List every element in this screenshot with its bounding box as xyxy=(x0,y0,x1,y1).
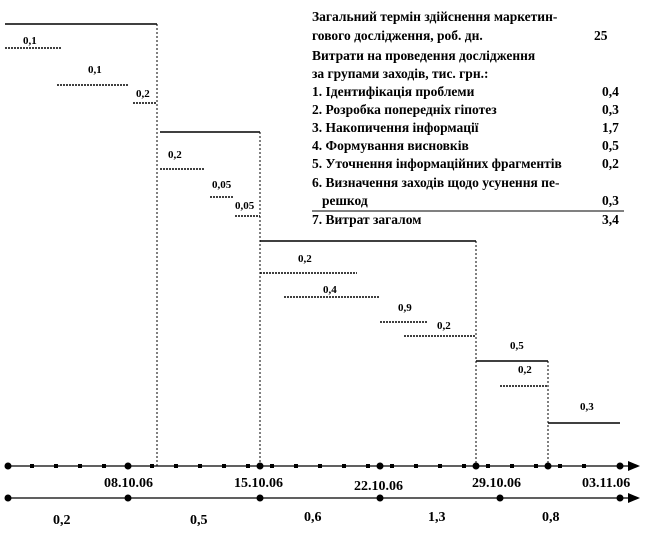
milestone-dot xyxy=(617,495,624,502)
milestone-dot xyxy=(125,495,132,502)
day-tick xyxy=(534,464,538,468)
info-item-value: 1,7 xyxy=(602,120,619,135)
task-label: 0,05 xyxy=(212,179,232,191)
info-costs-1: Витрати на проведення дослідження xyxy=(312,48,536,63)
day-tick xyxy=(30,464,34,468)
info-block xyxy=(312,9,624,227)
day-tick xyxy=(462,464,466,468)
day-tick xyxy=(582,464,586,468)
day-tick xyxy=(54,464,58,468)
milestone-dot xyxy=(617,463,624,470)
time-axis xyxy=(5,461,641,494)
milestone-dot xyxy=(473,463,480,470)
day-tick xyxy=(342,464,346,468)
milestone-dot xyxy=(497,495,504,502)
task-label: 0,4 xyxy=(323,284,337,296)
task-label: 0,2 xyxy=(298,253,312,265)
day-tick xyxy=(294,464,298,468)
info-item-value: 3,4 xyxy=(602,212,619,227)
day-tick xyxy=(222,464,226,468)
info-item-label-cont: решкод xyxy=(322,193,368,208)
info-costs-2: за групами заходів, тис. грн.: xyxy=(312,66,489,81)
date-label: 29.10.06 xyxy=(472,476,521,491)
info-total-days: 25 xyxy=(594,28,608,43)
phase-cost: 0,2 xyxy=(53,513,71,528)
milestone-dot xyxy=(5,495,12,502)
info-item-value: 0,4 xyxy=(602,84,619,99)
phase-cost: 1,3 xyxy=(428,510,446,525)
milestone-dot xyxy=(5,463,12,470)
task-label: 0,5 xyxy=(510,340,524,352)
day-tick xyxy=(198,464,202,468)
info-item-label: 4. Формування висновків xyxy=(312,138,469,153)
day-tick xyxy=(414,464,418,468)
day-tick xyxy=(510,464,514,468)
info-item-value: 0,2 xyxy=(602,156,619,171)
phase-cost: 0,5 xyxy=(190,513,208,528)
date-label: 22.10.06 xyxy=(354,479,403,494)
day-tick xyxy=(318,464,322,468)
day-tick xyxy=(390,464,394,468)
day-tick xyxy=(486,464,490,468)
task-label: 0,2 xyxy=(168,149,182,161)
task-label: 0,2 xyxy=(437,320,451,332)
date-label: 03.11.06 xyxy=(582,476,631,491)
cost-axis-arrow xyxy=(628,493,640,503)
task-label: 0,05 xyxy=(235,200,255,212)
task-label: 0,2 xyxy=(518,364,532,376)
milestone-dot xyxy=(125,463,132,470)
task-label: 0,3 xyxy=(580,401,594,413)
phase-cost: 0,6 xyxy=(304,510,322,525)
day-tick xyxy=(78,464,82,468)
info-item-label: 2. Розробка попередніх гіпотез xyxy=(312,102,497,117)
info-item-label: 6. Визначення заходів щодо усунення пе- xyxy=(312,175,560,190)
info-item-label: 7. Витрат загалом xyxy=(312,212,422,227)
task-label: 0,1 xyxy=(88,64,102,76)
cost-axis xyxy=(5,493,641,528)
milestone-dot xyxy=(377,463,384,470)
day-tick xyxy=(270,464,274,468)
milestone-dot xyxy=(257,495,264,502)
info-item-label: 5. Уточнення інформаційних фрагментів xyxy=(312,156,562,171)
task-label: 0,1 xyxy=(23,35,37,47)
day-tick xyxy=(174,464,178,468)
day-tick xyxy=(150,464,154,468)
date-label: 08.10.06 xyxy=(104,476,153,491)
milestone-dot xyxy=(257,463,264,470)
day-tick xyxy=(246,464,250,468)
task-labels xyxy=(23,35,594,413)
time-axis-arrow xyxy=(628,461,640,471)
info-heading-2: гового дослідження, роб. дн. xyxy=(312,28,483,43)
date-label: 15.10.06 xyxy=(234,476,283,491)
info-item-value: 0,5 xyxy=(602,138,619,153)
info-item-value: 0,3 xyxy=(602,102,619,117)
day-tick xyxy=(558,464,562,468)
info-item-label: 1. Ідентифікація проблеми xyxy=(312,84,475,99)
info-item-label: 3. Накопичення інформації xyxy=(312,120,479,135)
day-tick xyxy=(366,464,370,468)
milestone-dot xyxy=(545,463,552,470)
day-tick xyxy=(438,464,442,468)
day-tick xyxy=(102,464,106,468)
task-label: 0,2 xyxy=(136,88,150,100)
info-item-value: 0,3 xyxy=(602,193,619,208)
task-label: 0,9 xyxy=(398,302,412,314)
milestone-dot xyxy=(377,495,384,502)
phase-cost: 0,8 xyxy=(542,510,560,525)
info-heading-1: Загальний термін здійснення маркетин- xyxy=(312,9,558,24)
